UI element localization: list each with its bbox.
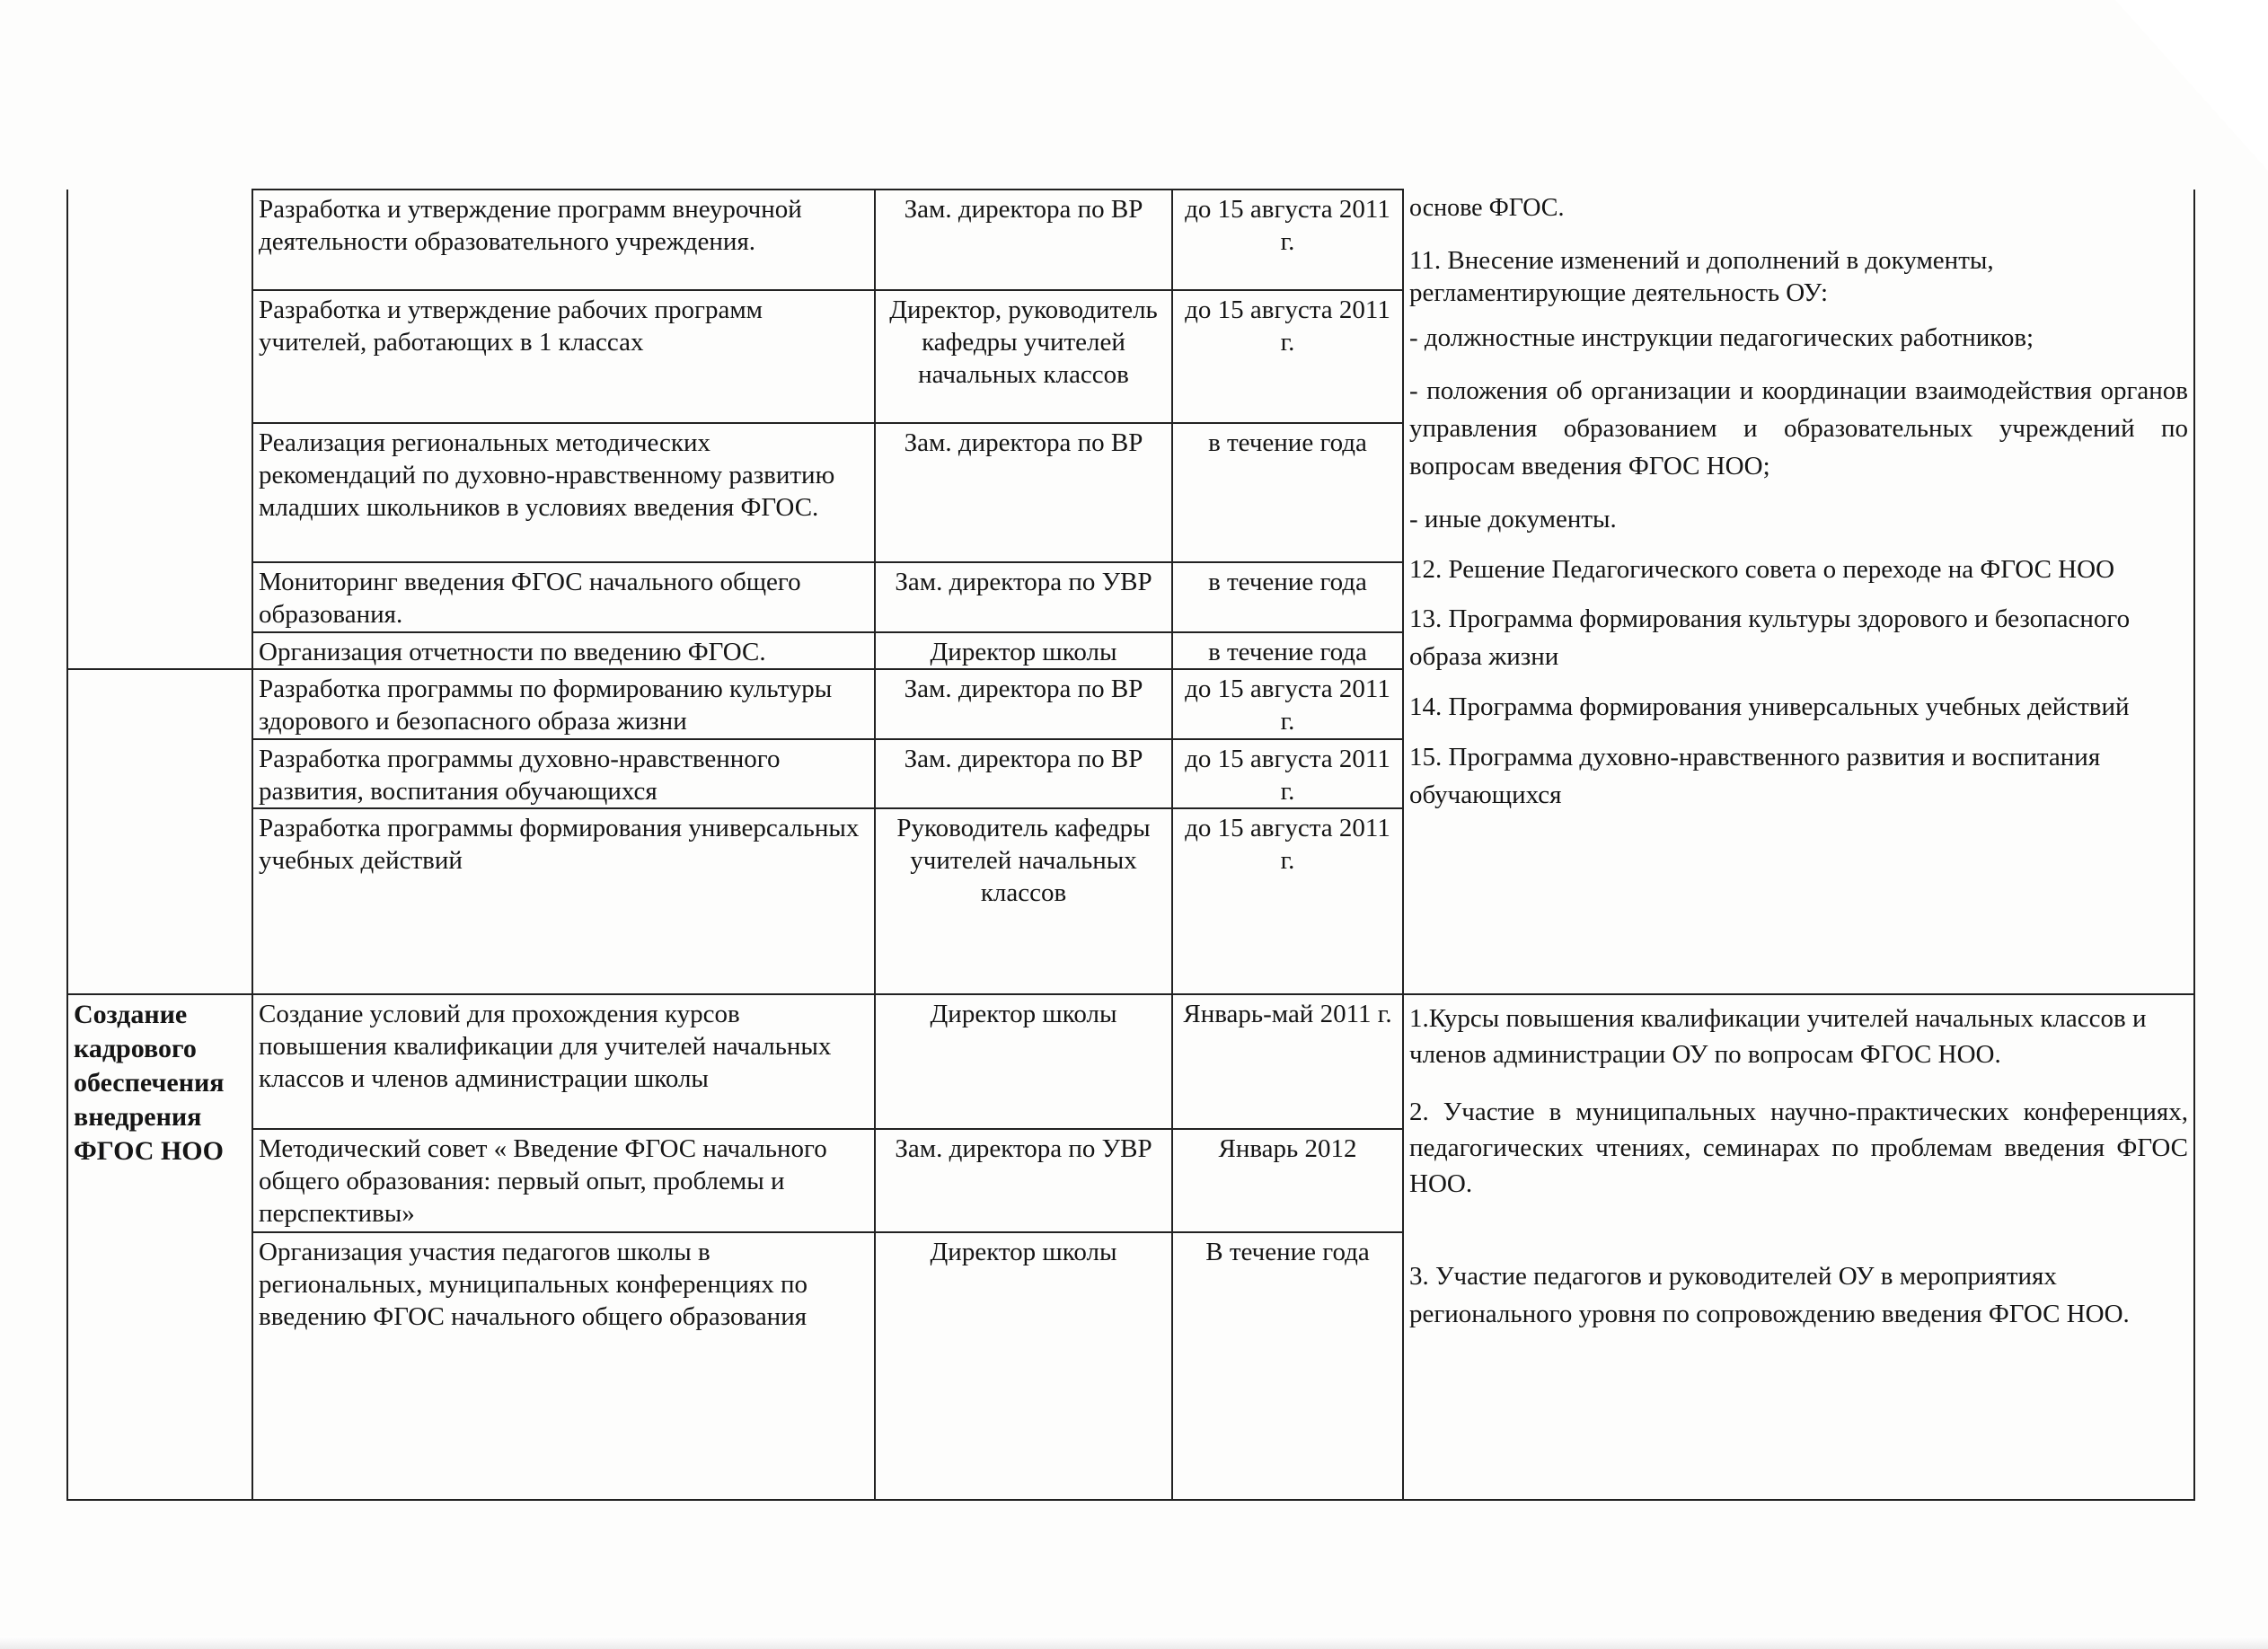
results-cell: [1403, 190, 2194, 994]
activity-cell: Разработка программы по формированию культуры здорового и безопасного образа жизни: [252, 669, 875, 739]
deadline-cell: Январь-май 2011 г.: [1172, 994, 1403, 1129]
deadline-cell: до 15 августа 2011 г.: [1172, 669, 1403, 739]
deadline-cell: до 15 августа 2011 г.: [1172, 290, 1403, 423]
deadline-cell: до 15 августа 2011 г.: [1172, 739, 1403, 808]
responsible-cell: Зам. директора по ВР: [875, 669, 1172, 739]
deadline-cell: в течение года: [1172, 562, 1403, 632]
activity-cell: Разработка и утверждение рабочих программ учителей, работающих в 1 классах: [252, 290, 875, 423]
activity-cell: Организация участия педагогов школы в региональных, муниципальных конференциях по введению ФГОС начального общего образования: [252, 1232, 875, 1500]
responsible-cell: Руководитель кафедры учителей начальных классов: [875, 808, 1172, 994]
result-item: - иные документы.: [1409, 505, 1617, 534]
section-cell-empty: [67, 669, 252, 994]
result-item: - должностные инструкции педагогических работников;: [1409, 323, 2034, 352]
deadline-cell: в течение года: [1172, 632, 1403, 669]
result-item: 1.Курсы повышения квалификации учителей начальных классов и членов администрации ОУ по вопросам ФГОС НОО.: [1409, 1004, 2147, 1069]
activity-cell: Методический совет « Введение ФГОС начального общего образования: первый опыт, проблемы и перспективы»: [252, 1129, 875, 1232]
responsible-cell: Зам. директора по УВР: [875, 1129, 1172, 1232]
activity-cell: Разработка программы духовно-нравственного развития, воспитания обучающихся: [252, 739, 875, 808]
result-item: 13. Программа формирования культуры здорового и безопасного образа жизни: [1409, 604, 2131, 671]
result-item: - положения об организации и координации взаимодействия органов управления образованием и образовательных учреждений по вопросам введения ФГОС НОО;: [1409, 376, 2188, 481]
section-cell-empty: [67, 190, 252, 669]
result-item: 3. Участие педагогов и руководителей ОУ в мероприятиях регионального уровня по сопровождению введения ФГОС НОО.: [1409, 1262, 2130, 1328]
responsible-cell: Директор школы: [875, 1232, 1172, 1500]
activity-cell: Реализация региональных методических рекомендаций по духовно-нравственному развитию младших школьников в условиях введения ФГОС.: [252, 423, 875, 562]
table-row: [67, 190, 2194, 290]
folded-corner: [2115, 0, 2268, 171]
section-title: Создание кадрового обеспечения внедрения ФГОС НОО: [67, 994, 252, 1500]
responsible-cell: Зам. директора по УВР: [875, 562, 1172, 632]
responsible-cell: Директор школы: [875, 994, 1172, 1129]
result-item: 11. Внесение изменений и дополнений в документы, регламентирующие деятельность ОУ:: [1409, 246, 1994, 307]
deadline-cell: Январь 2012: [1172, 1129, 1403, 1232]
result-item: 12. Решение Педагогического совета о переходе на ФГОС НОО: [1409, 555, 2115, 584]
deadline-cell: В течение года: [1172, 1232, 1403, 1500]
responsible-cell: Зам. директора по ВР: [875, 423, 1172, 562]
responsible-cell: Директор школы: [875, 632, 1172, 669]
deadline-cell: до 15 августа 2011 г.: [1172, 190, 1403, 290]
responsible-cell: Зам. директора по ВР: [875, 190, 1172, 290]
result-item: 15. Программа духовно-нравственного развития и воспитания обучающихся: [1409, 743, 2101, 809]
result-item: 14. Программа формирования универсальных учебных действий: [1409, 692, 2130, 721]
activity-cell: Мониторинг введения ФГОС начального общего образования.: [252, 562, 875, 632]
activity-cell: Создание условий для прохождения курсов повышения квалификации для учителей начальных классов и членов администрации школы: [252, 994, 875, 1129]
responsible-cell: Директор, руководитель кафедры учителей начальных классов: [875, 290, 1172, 423]
deadline-cell: в течение года: [1172, 423, 1403, 562]
responsible-cell: Зам. директора по ВР: [875, 739, 1172, 808]
deadline-cell: до 15 августа 2011 г.: [1172, 808, 1403, 994]
page-bottom-edge: [0, 1636, 2268, 1649]
plan-table: [66, 189, 2195, 1501]
result-item: основе ФГОС.: [1409, 194, 1565, 222]
activity-cell: Разработка программы формирования универсальных учебных действий: [252, 808, 875, 994]
table-row: [67, 994, 2194, 1129]
activity-cell: Разработка и утверждение программ внеурочной деятельности образовательного учреждения.: [252, 190, 875, 290]
activity-cell: Организация отчетности по введению ФГОС.: [252, 632, 875, 669]
results-cell: [1403, 994, 2194, 1500]
result-item: 2. Участие в муниципальных научно-практических конференциях, педагогических чтениях, семинарах по проблемам введения ФГОС НОО.: [1409, 1098, 2188, 1198]
